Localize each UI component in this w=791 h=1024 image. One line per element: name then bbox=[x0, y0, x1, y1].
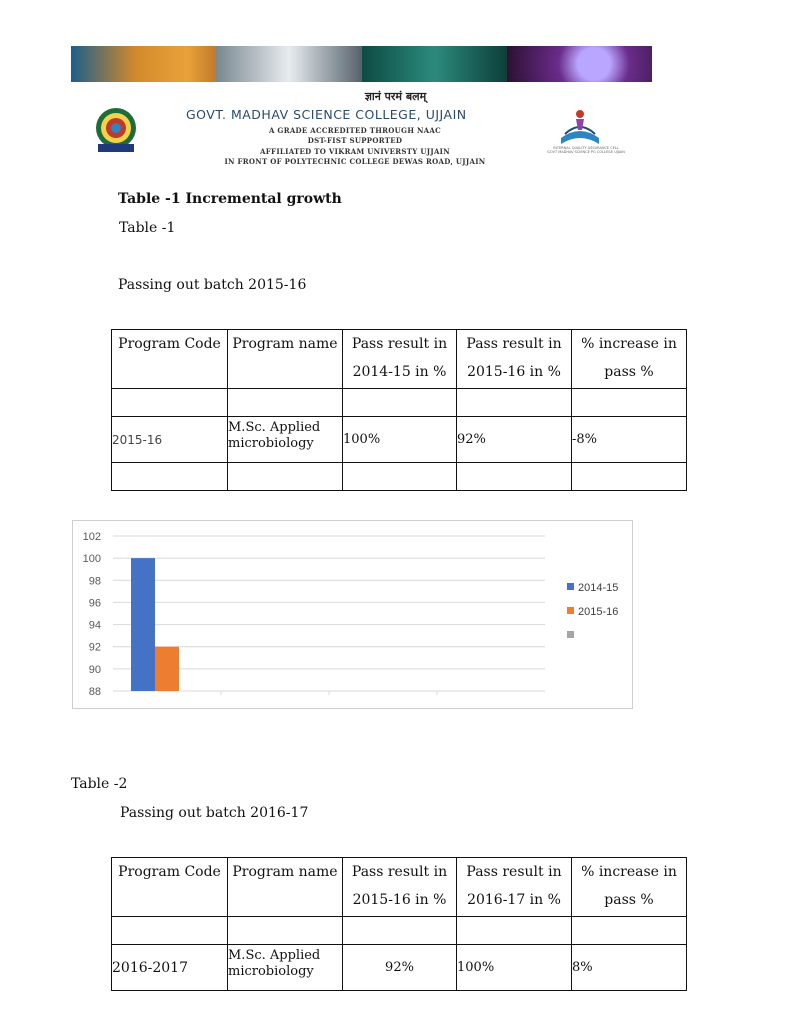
table2-code-cell: 2016-2017 bbox=[112, 945, 228, 991]
table2-name-cell bbox=[228, 945, 343, 991]
header-line-2: DST-FIST SUPPORTED bbox=[307, 136, 403, 145]
table1-batch: Passing out batch 2015-16 bbox=[118, 277, 307, 293]
pass-result-chart bbox=[72, 520, 633, 709]
y-tick-label: 94 bbox=[88, 619, 101, 632]
empty-cell bbox=[343, 917, 457, 945]
college-motto: ज्ञानं परमं बलम् bbox=[364, 90, 427, 103]
empty-cell bbox=[228, 463, 343, 491]
bar bbox=[155, 647, 179, 691]
iqac-caption-line-1: INTERNAL QUALITY ASSURANCE CELL bbox=[553, 146, 619, 150]
table1-header-program-name bbox=[228, 330, 343, 389]
header-text: 2014-15 in % bbox=[352, 364, 447, 380]
table-row bbox=[112, 463, 687, 491]
table2-curr-cell: 100% bbox=[457, 945, 572, 991]
legend-swatch bbox=[567, 583, 574, 590]
name-line: M.Sc. Applied bbox=[228, 948, 321, 963]
empty-cell bbox=[228, 917, 343, 945]
header-line-3: AFFILIATED TO VIKRAM UNIVERSTY UJJAIN bbox=[260, 147, 450, 156]
header-text: pass % bbox=[604, 364, 654, 380]
empty-cell bbox=[572, 917, 687, 945]
y-tick-label: 100 bbox=[82, 553, 101, 566]
empty-cell bbox=[457, 463, 572, 491]
header-text: % increase in bbox=[581, 336, 677, 352]
y-tick-label: 102 bbox=[82, 531, 101, 543]
college-name: GOVT. MADHAV SCIENCE COLLEGE, UJJAIN bbox=[186, 107, 467, 122]
empty-cell bbox=[457, 389, 572, 417]
table1-header-program-code bbox=[112, 330, 228, 389]
header-text: Program Code bbox=[118, 336, 221, 352]
table2-header-increase bbox=[572, 858, 687, 917]
header-text: 2016-17 in % bbox=[467, 892, 561, 908]
empty-cell bbox=[228, 389, 343, 417]
table1-prev-cell: 100% bbox=[343, 417, 457, 463]
table1 bbox=[111, 329, 687, 491]
legend-label: 2014-15 bbox=[578, 582, 619, 594]
table2-header-program-name bbox=[228, 858, 343, 917]
table1-curr-cell: 92% bbox=[457, 417, 572, 463]
iqac-caption bbox=[536, 146, 636, 154]
table1-header-curr-result bbox=[457, 330, 572, 389]
table2-header-program-code bbox=[112, 858, 228, 917]
table2-prev-cell: 92% bbox=[343, 945, 457, 991]
table-row bbox=[112, 917, 687, 945]
table2-batch: Passing out batch 2016-17 bbox=[120, 805, 309, 821]
header-text: Program Code bbox=[118, 864, 221, 880]
iqac-caption-line-2: GOVT MADHAV SCIENCE PG COLLEGE UJJAIN bbox=[547, 150, 625, 154]
table2 bbox=[111, 857, 687, 991]
name-line: microbiology bbox=[228, 964, 314, 979]
header-text: % increase in bbox=[581, 864, 677, 880]
y-tick-label: 92 bbox=[88, 641, 101, 654]
header-line-4: IN FRONT OF POLYTECHNIC COLLEGE DEWAS ROAD, UJJAIN bbox=[224, 157, 486, 166]
header-text: pass % bbox=[604, 892, 654, 908]
y-tick-label: 88 bbox=[88, 686, 101, 698]
table-row bbox=[112, 389, 687, 417]
table2-label: Table -2 bbox=[71, 776, 128, 792]
table2-header-curr-result bbox=[457, 858, 572, 917]
y-tick-label: 96 bbox=[88, 597, 101, 610]
y-tick-label: 90 bbox=[88, 663, 101, 676]
legend-swatch bbox=[567, 631, 574, 638]
table1-name-cell bbox=[228, 417, 343, 463]
page-title: Table -1 Incremental growth bbox=[118, 191, 342, 207]
table2-header-prev-result bbox=[343, 858, 457, 917]
table1-header-row bbox=[112, 330, 687, 389]
bar bbox=[131, 558, 155, 691]
header-text: Pass result in bbox=[466, 336, 562, 352]
empty-cell bbox=[572, 389, 687, 417]
empty-cell bbox=[457, 917, 572, 945]
table2-header-row bbox=[112, 858, 687, 917]
table1-header-increase bbox=[572, 330, 687, 389]
name-line: microbiology bbox=[228, 436, 314, 451]
empty-cell bbox=[343, 389, 457, 417]
header-text: 2015-16 in % bbox=[467, 364, 561, 380]
legend-swatch bbox=[567, 607, 574, 614]
header-line-1: A GRADE ACCREDITED THROUGH NAAC bbox=[268, 126, 442, 135]
table-row bbox=[112, 417, 687, 463]
header-text: Pass result in bbox=[466, 864, 562, 880]
banner-segment-atoms bbox=[507, 46, 652, 82]
header-text: Program name bbox=[232, 864, 338, 880]
empty-cell bbox=[112, 389, 228, 417]
table1-code-cell: 2015-16 bbox=[112, 417, 228, 463]
empty-cell bbox=[343, 463, 457, 491]
empty-cell bbox=[572, 463, 687, 491]
table1-increase-cell: -8% bbox=[572, 417, 687, 463]
table1-header-prev-result bbox=[343, 330, 457, 389]
y-tick-label: 98 bbox=[88, 575, 101, 588]
banner-segment-molecule bbox=[362, 46, 507, 82]
table1-label: Table -1 bbox=[119, 220, 176, 236]
banner-segment-robot bbox=[216, 46, 361, 82]
header-text: Program name bbox=[232, 336, 338, 352]
header-text: Pass result in bbox=[351, 864, 448, 880]
header-text: 2015-16 in % bbox=[352, 892, 447, 908]
header-banner bbox=[71, 46, 652, 82]
name-line: M.Sc. Applied bbox=[228, 420, 321, 435]
table-row bbox=[112, 945, 687, 991]
iqac-logo-icon bbox=[553, 104, 607, 152]
empty-cell bbox=[112, 917, 228, 945]
header-text: Pass result in bbox=[351, 336, 448, 352]
empty-cell bbox=[112, 463, 228, 491]
table2-increase-cell: 8% bbox=[572, 945, 687, 991]
banner-segment-chemistry bbox=[71, 46, 216, 82]
legend-label: 2015-16 bbox=[578, 606, 619, 618]
